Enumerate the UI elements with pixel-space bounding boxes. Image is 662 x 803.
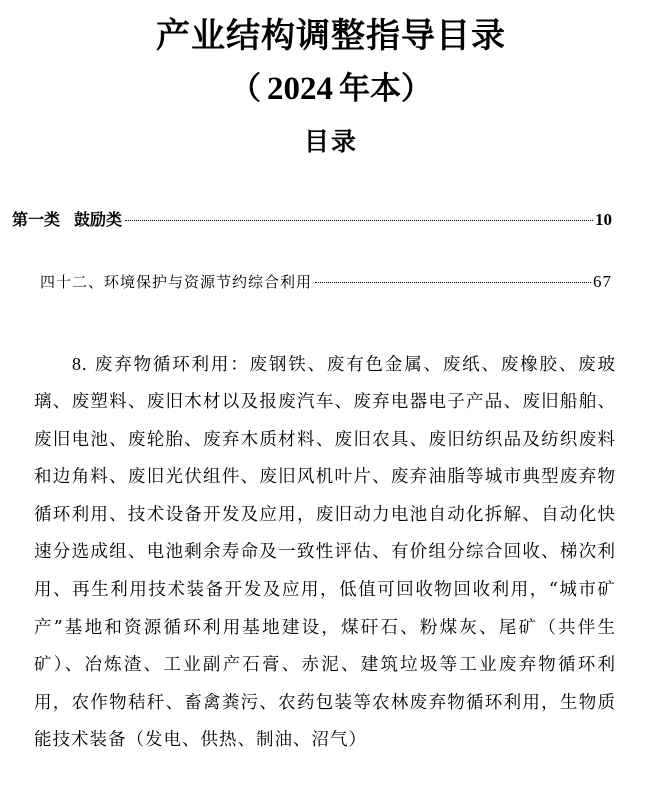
toc-entry-category-label: 第一类 — [12, 210, 61, 229]
item-text: 废弃物循环利用：废钢铁、废有色金属、废纸、废橡胶、废玻璃、废塑料、废旧木材以及报废汽车、废弃电器电子产品、废旧船舶、废旧电池、废轮胎、废弃木质材料、废旧农具、废旧纺织品及纺织废料和边角料、废旧光伏组件、废旧风机叶片、废弃油脂等城市典型废弃物循环利用、技术设备开发及应用，废旧动力电池自动化拆解、自动化快速分选成组、电池剩余寿命及一致性评估、有价组分综合回收、梯次利用、再生利用技术装备开发及应用，低值可回收物回收利用，“城市矿产”基地和资源循环利用基地建设，煤矸石、粉煤灰、尾矿（共伴生矿）、冶炼渣、工业副产石膏、赤泥、建筑垃圾等工业废弃物循环利用，农作物秸秆、畜禽粪污、农药包装等农林废弃物循环利用，生物质能技术装备（发电、供热、制油、沼气） — [34, 354, 616, 751]
toc-entry-section-label: 四十二、环境保护与资源节约综合利用 — [40, 273, 313, 291]
toc-leader-dots — [315, 282, 591, 283]
toc-leader-dots — [125, 220, 593, 221]
toc-entry-page-number: 67 — [593, 272, 612, 291]
subtitle-open-paren: （ — [230, 71, 261, 107]
subtitle-year: 2024 — [267, 71, 333, 107]
item-paragraph — [34, 346, 616, 761]
item-number: 8. — [72, 353, 88, 374]
toc-entry-category[interactable] — [12, 207, 612, 230]
toc-entry-category-name: 鼓励类 — [74, 210, 123, 229]
subtitle-close-paren: ） — [401, 71, 432, 107]
toc-heading: 目录 — [303, 127, 358, 156]
toc-entry-section[interactable] — [40, 271, 612, 292]
document-subtitle — [0, 70, 662, 108]
subtitle-suffix: 年本 — [339, 71, 401, 107]
document-title: 产业结构调整指导目录 — [156, 16, 506, 56]
toc-entry-page-number: 10 — [595, 210, 612, 229]
